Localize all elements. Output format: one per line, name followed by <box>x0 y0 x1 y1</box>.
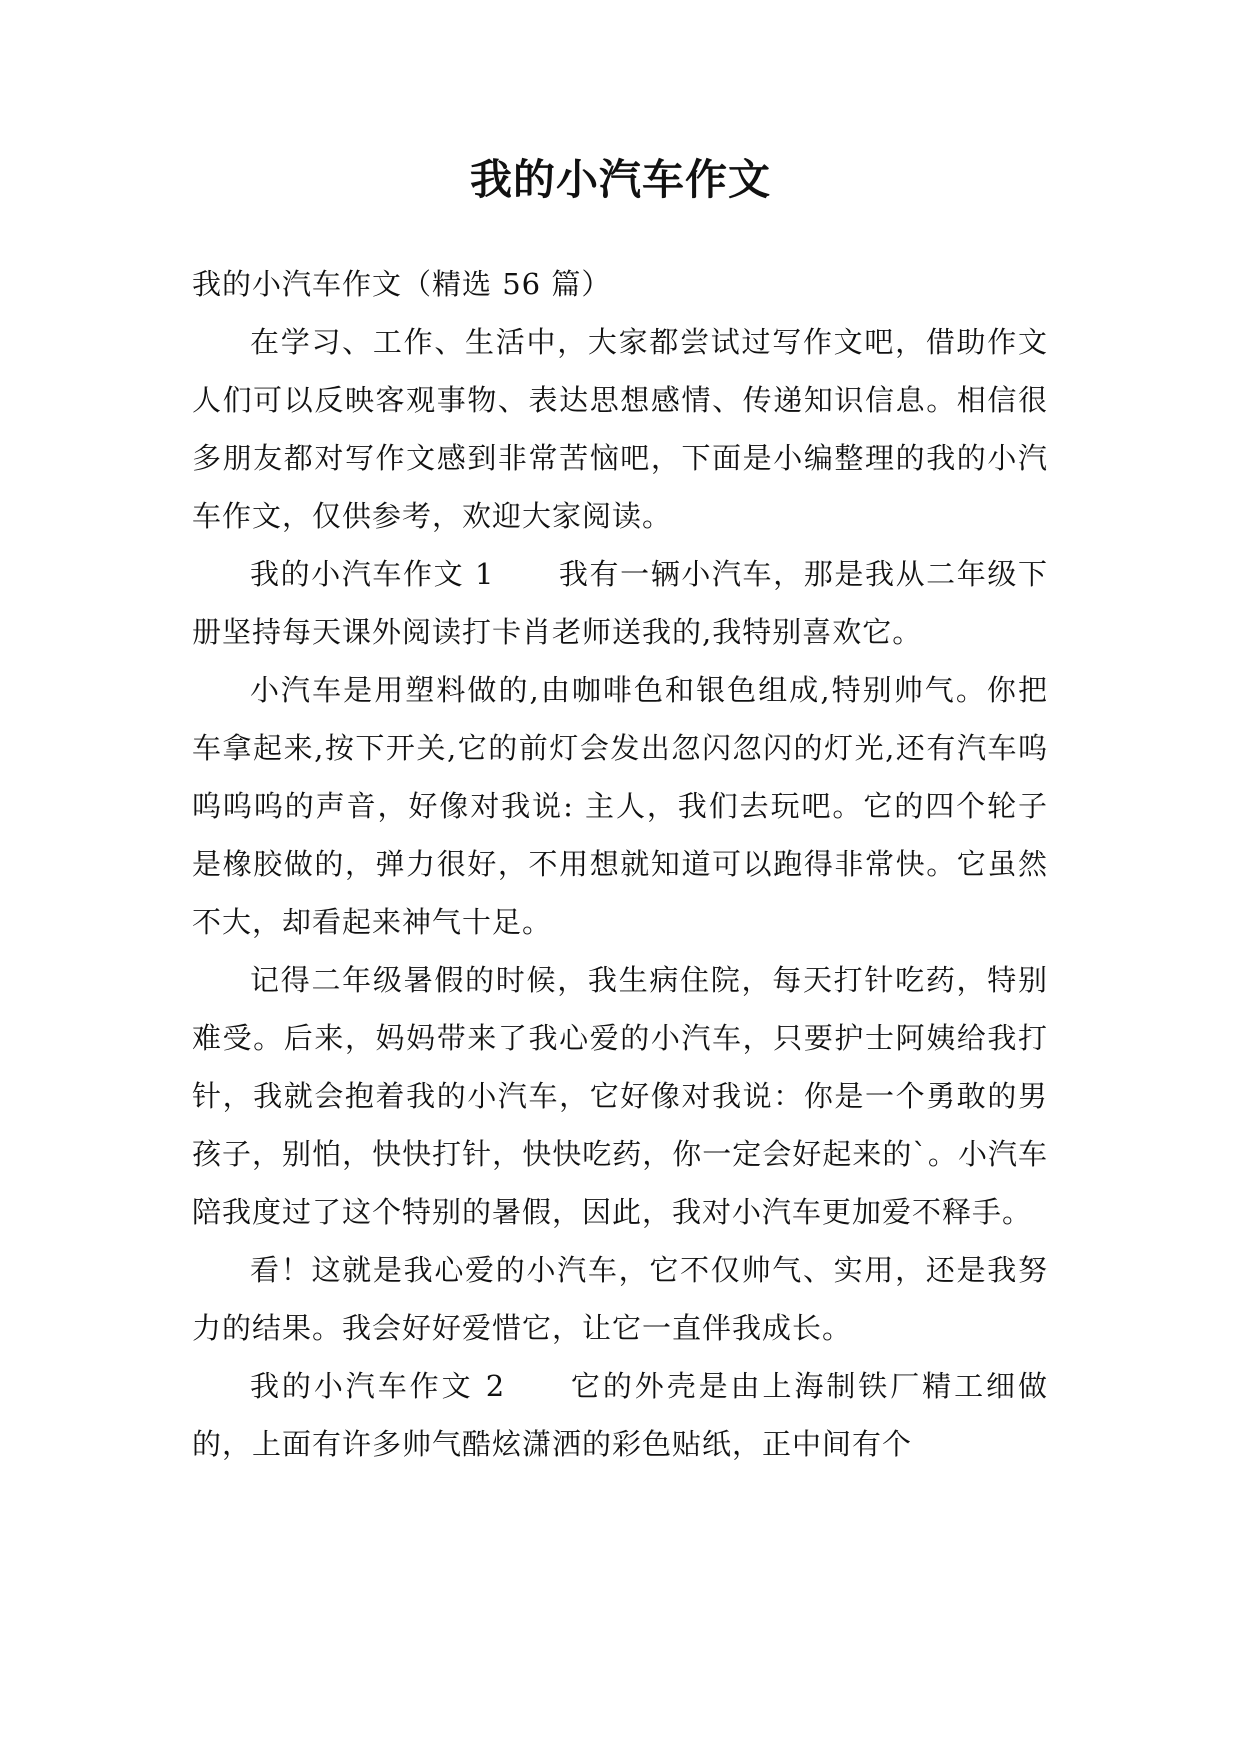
essay-1-first-paragraph <box>192 545 1048 661</box>
essay-2-paragraph-1: 它的外壳是由上海制铁厂精工细做的，上面有许多帅气酷炫潇洒的彩色贴纸，正中间有个 <box>192 1369 1048 1461</box>
essay-2-heading: 我的小汽车作文 2 <box>250 1369 506 1403</box>
essay-1-paragraph-3: 记得二年级暑假的时候，我生病住院，每天打针吃药，特别难受。后来，妈妈带来了我心爱的小汽车，只要护士阿姨给我打针，我就会抱着我的小汽车，它好像对我说：你是一个勇敢的男孩子，别怕，快快打针，快快吃药，你一定会好起来的`。小汽车陪我度过了这个特别的暑假，因此，我对小汽车更加爱不释手。 <box>192 963 1048 1229</box>
document-body <box>192 255 1048 1473</box>
intro-paragraph: 在学习、工作、生活中，大家都尝试过写作文吧，借助作文人们可以反映客观事物、表达思想感情、传递知识信息。相信很多朋友都对写作文感到非常苦恼吧，下面是小编整理的我的小汽车作文，仅供参考，欢迎大家阅读。 <box>192 325 1048 533</box>
essay-1-paragraph-1: 我有一辆小汽车，那是我从二年级下册坚持每天课外阅读打卡肖老师送我的,我特别喜欢它。 <box>192 557 1048 649</box>
document-subtitle: 我的小汽车作文（精选 56 篇） <box>192 267 612 301</box>
essay-1-paragraph-2: 小汽车是用塑料做的,由咖啡色和银色组成,特别帅气。你把车拿起来,按下开关,它的前灯会发出忽闪忽闪的灯光,还有汽车呜呜呜呜的声音，好像对我说: 主人，我们去玩吧。它的四个轮子是橡胶做的，弹力很好，不用想就知道可以跑得非常快。它虽然不大，却看起来神气十足。 <box>192 673 1048 939</box>
essay-1-paragraph-4: 看！这就是我心爱的小汽车，它不仅帅气、实用，还是我努力的结果。我会好好爱惜它，让它一直伴我成长。 <box>192 1253 1048 1345</box>
essay-1-heading: 我的小汽车作文 1 <box>250 557 495 591</box>
document-title: 我的小汽车作文 <box>469 155 771 204</box>
essay-2-first-paragraph <box>192 1357 1048 1473</box>
